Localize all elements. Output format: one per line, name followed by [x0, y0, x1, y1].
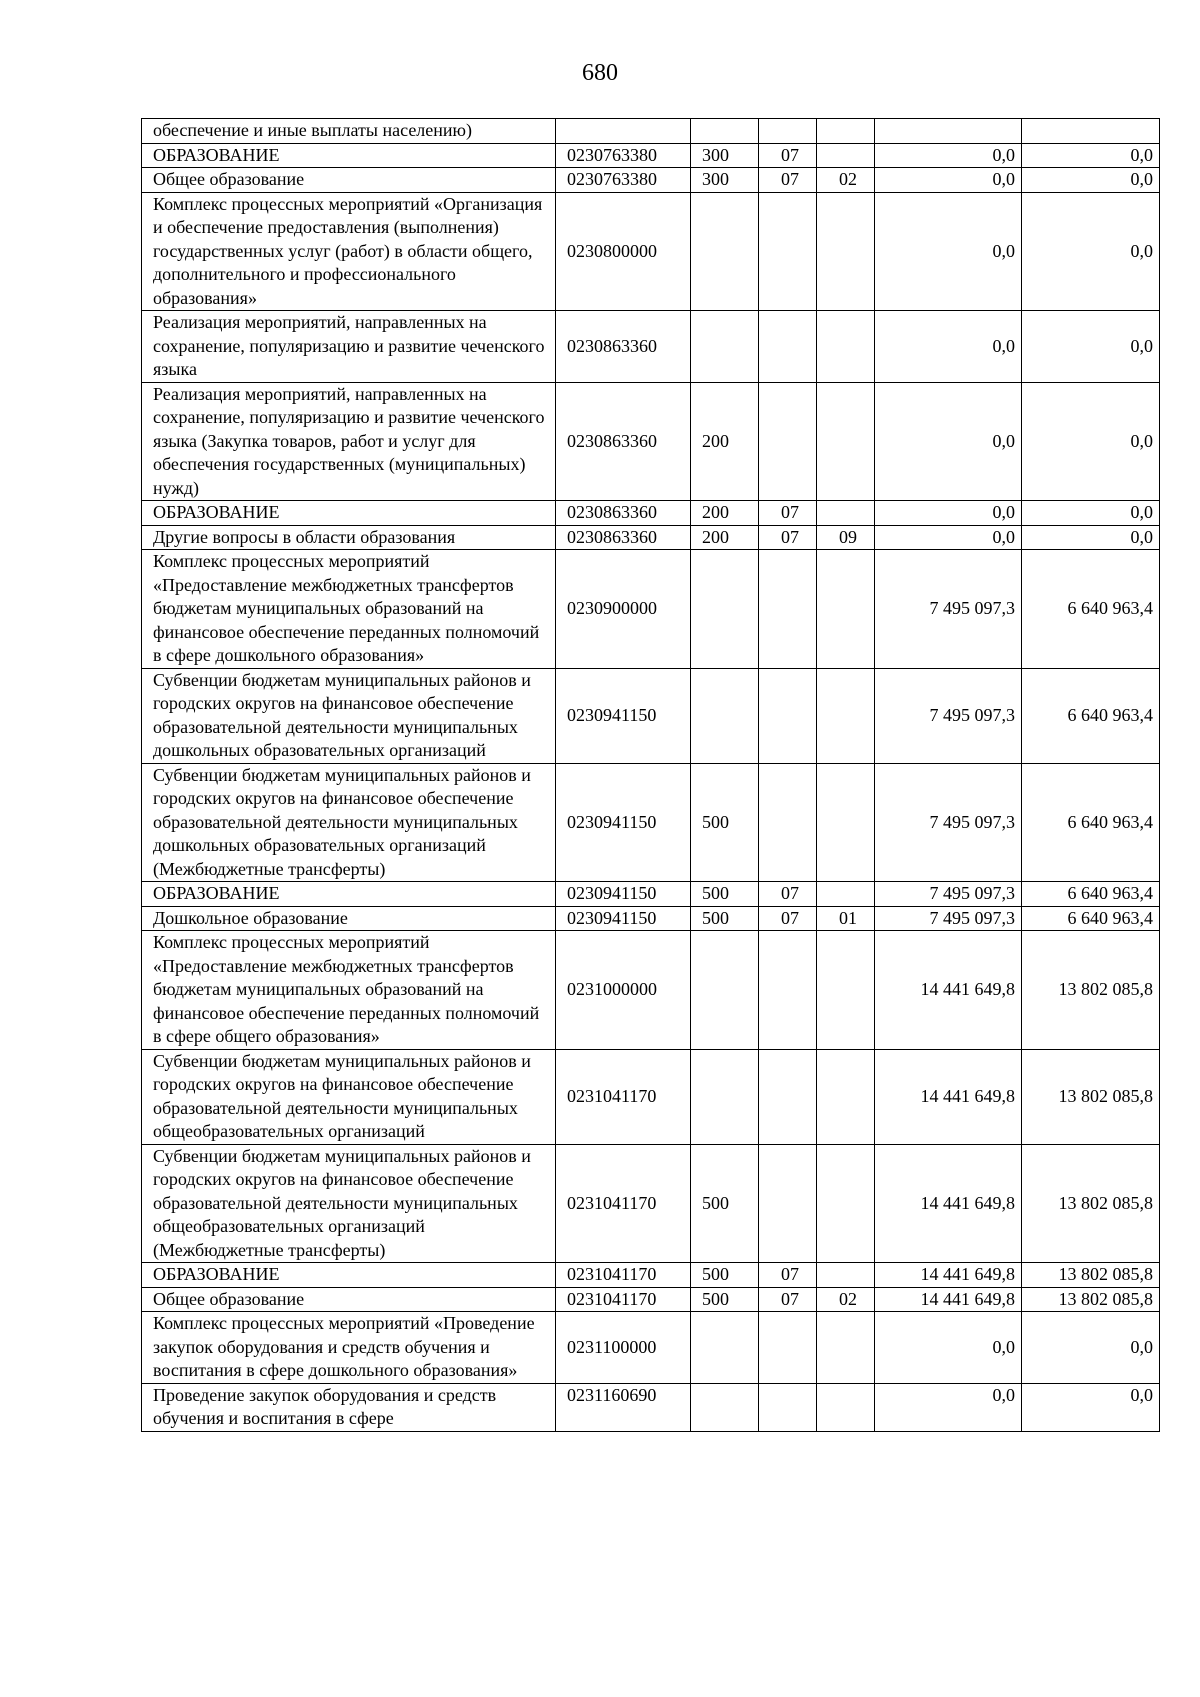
- cell-vr: [691, 1312, 759, 1384]
- cell-name: Общее образование: [142, 1287, 556, 1312]
- cell-name: Другие вопросы в области образования: [142, 525, 556, 550]
- cell-sum2: 0,0: [1022, 143, 1160, 168]
- cell-code: 0231000000: [556, 931, 691, 1050]
- cell-rz: 07: [759, 906, 817, 931]
- cell-sum1: 7 495 097,3: [875, 668, 1022, 763]
- cell-code: 0230863360: [556, 382, 691, 501]
- cell-vr: [691, 1049, 759, 1144]
- cell-pr: [817, 550, 875, 669]
- cell-vr: [691, 668, 759, 763]
- table-row: [142, 525, 1160, 550]
- cell-vr: 300: [691, 168, 759, 193]
- cell-pr: [817, 1383, 875, 1431]
- cell-rz: 07: [759, 143, 817, 168]
- table-row: [142, 1312, 1160, 1384]
- cell-rz: [759, 192, 817, 311]
- cell-pr: [817, 382, 875, 501]
- page-number: 680: [582, 60, 618, 86]
- cell-code: 0230763380: [556, 143, 691, 168]
- cell-rz: 07: [759, 168, 817, 193]
- cell-pr: [817, 1049, 875, 1144]
- cell-sum1: 7 495 097,3: [875, 882, 1022, 907]
- cell-sum2: 6 640 963,4: [1022, 882, 1160, 907]
- cell-vr: 200: [691, 501, 759, 526]
- cell-rz: [759, 1312, 817, 1384]
- cell-code: 0231041170: [556, 1263, 691, 1288]
- cell-name: Реализация мероприятий, направленных на сохранение, популяризацию и развитие чеченского языка: [142, 311, 556, 383]
- cell-sum2: 6 640 963,4: [1022, 668, 1160, 763]
- cell-sum1: [875, 119, 1022, 144]
- cell-vr: 200: [691, 382, 759, 501]
- cell-sum2: 6 640 963,4: [1022, 550, 1160, 669]
- cell-rz: 07: [759, 1263, 817, 1288]
- cell-code: 0230863360: [556, 525, 691, 550]
- cell-sum1: 7 495 097,3: [875, 906, 1022, 931]
- cell-sum2: 0,0: [1022, 311, 1160, 383]
- cell-vr: 500: [691, 1263, 759, 1288]
- cell-sum2: 0,0: [1022, 1383, 1160, 1431]
- cell-name: Субвенции бюджетам муниципальных районов и городских округов на финансовое обеспечение образовательной деятельности муниципальных общеобразовательных организаций: [142, 1049, 556, 1144]
- cell-rz: 07: [759, 882, 817, 907]
- cell-sum2: 0,0: [1022, 1312, 1160, 1384]
- cell-code: 0230941150: [556, 906, 691, 931]
- cell-name: обеспечение и иные выплаты населению): [142, 119, 556, 144]
- cell-pr: [817, 311, 875, 383]
- cell-name: Комплекс процессных мероприятий «Проведение закупок оборудования и средств обучения и воспитания в сфере дошкольного образования»: [142, 1312, 556, 1384]
- cell-vr: [691, 311, 759, 383]
- table-row: [142, 668, 1160, 763]
- cell-sum2: 0,0: [1022, 168, 1160, 193]
- table-row: [142, 906, 1160, 931]
- cell-vr: [691, 192, 759, 311]
- cell-rz: 07: [759, 525, 817, 550]
- table-row: [142, 931, 1160, 1050]
- cell-sum2: 13 802 085,8: [1022, 1263, 1160, 1288]
- cell-vr: [691, 1383, 759, 1431]
- cell-sum1: 0,0: [875, 525, 1022, 550]
- cell-pr: [817, 1263, 875, 1288]
- cell-sum1: 14 441 649,8: [875, 931, 1022, 1050]
- cell-name: Дошкольное образование: [142, 906, 556, 931]
- cell-sum2: 13 802 085,8: [1022, 931, 1160, 1050]
- cell-vr: 500: [691, 906, 759, 931]
- cell-vr: [691, 119, 759, 144]
- table-row: [142, 550, 1160, 669]
- cell-code: 0231041170: [556, 1049, 691, 1144]
- cell-pr: 02: [817, 1287, 875, 1312]
- cell-sum2: 13 802 085,8: [1022, 1049, 1160, 1144]
- cell-name: Комплекс процессных мероприятий «Предоставление межбюджетных трансфертов бюджетам муниципальных образований на финансовое обеспечение переданных полномочий в сфере дошкольного образования»: [142, 550, 556, 669]
- cell-sum2: 6 640 963,4: [1022, 763, 1160, 882]
- cell-pr: [817, 1312, 875, 1384]
- table-row: [142, 143, 1160, 168]
- cell-pr: [817, 192, 875, 311]
- cell-rz: [759, 382, 817, 501]
- cell-code: 0231100000: [556, 1312, 691, 1384]
- cell-sum2: 13 802 085,8: [1022, 1144, 1160, 1263]
- cell-sum2: 6 640 963,4: [1022, 906, 1160, 931]
- cell-rz: [759, 311, 817, 383]
- cell-pr: [817, 1144, 875, 1263]
- cell-sum2: 0,0: [1022, 501, 1160, 526]
- cell-sum1: 0,0: [875, 1312, 1022, 1384]
- cell-sum1: 0,0: [875, 1383, 1022, 1431]
- cell-rz: [759, 119, 817, 144]
- cell-pr: [817, 882, 875, 907]
- cell-rz: [759, 550, 817, 669]
- cell-pr: [817, 119, 875, 144]
- cell-name: Проведение закупок оборудования и средств обучения и воспитания в сфере: [142, 1383, 556, 1431]
- cell-pr: [817, 143, 875, 168]
- cell-pr: [817, 668, 875, 763]
- cell-sum1: 0,0: [875, 168, 1022, 193]
- cell-rz: [759, 1049, 817, 1144]
- table-row: [142, 1287, 1160, 1312]
- cell-name: Реализация мероприятий, направленных на сохранение, популяризацию и развитие чеченского языка (Закупка товаров, работ и услуг для обеспечения государственных (муниципальных) нужд): [142, 382, 556, 501]
- cell-pr: 09: [817, 525, 875, 550]
- cell-name: Общее образование: [142, 168, 556, 193]
- table-row: [142, 382, 1160, 501]
- cell-vr: 300: [691, 143, 759, 168]
- cell-code: 0230800000: [556, 192, 691, 311]
- table-row: [142, 1263, 1160, 1288]
- cell-code: 0230941150: [556, 763, 691, 882]
- cell-sum1: 14 441 649,8: [875, 1263, 1022, 1288]
- cell-vr: 500: [691, 1144, 759, 1263]
- cell-name: ОБРАЗОВАНИЕ: [142, 143, 556, 168]
- cell-vr: [691, 550, 759, 669]
- budget-table: [141, 118, 1160, 1432]
- cell-rz: [759, 1383, 817, 1431]
- cell-sum1: 0,0: [875, 382, 1022, 501]
- table-row: [142, 311, 1160, 383]
- cell-sum2: 0,0: [1022, 382, 1160, 501]
- cell-rz: [759, 668, 817, 763]
- cell-sum1: 14 441 649,8: [875, 1049, 1022, 1144]
- cell-vr: 500: [691, 882, 759, 907]
- cell-sum1: 7 495 097,3: [875, 763, 1022, 882]
- cell-pr: 01: [817, 906, 875, 931]
- cell-code: 0230863360: [556, 311, 691, 383]
- cell-code: 0230763380: [556, 168, 691, 193]
- table-row: [142, 763, 1160, 882]
- cell-code: 0230941150: [556, 882, 691, 907]
- cell-rz: [759, 931, 817, 1050]
- cell-name: ОБРАЗОВАНИЕ: [142, 1263, 556, 1288]
- cell-rz: 07: [759, 1287, 817, 1312]
- cell-sum1: 0,0: [875, 192, 1022, 311]
- table-row: [142, 168, 1160, 193]
- cell-code: 0230863360: [556, 501, 691, 526]
- table-row: [142, 882, 1160, 907]
- cell-pr: [817, 931, 875, 1050]
- cell-name: Субвенции бюджетам муниципальных районов и городских округов на финансовое обеспечение образовательной деятельности муниципальных дошкольных образовательных организаций (Межбюджетные трансферты): [142, 763, 556, 882]
- cell-name: Субвенции бюджетам муниципальных районов и городских округов на финансовое обеспечение образовательной деятельности муниципальных дошкольных образовательных организаций: [142, 668, 556, 763]
- cell-sum1: 7 495 097,3: [875, 550, 1022, 669]
- cell-code: 0231041170: [556, 1287, 691, 1312]
- cell-vr: [691, 931, 759, 1050]
- cell-sum1: 14 441 649,8: [875, 1144, 1022, 1263]
- table-body: [142, 119, 1160, 1432]
- cell-pr: [817, 763, 875, 882]
- table-row: [142, 192, 1160, 311]
- cell-code: [556, 119, 691, 144]
- cell-sum2: 0,0: [1022, 192, 1160, 311]
- cell-rz: [759, 1144, 817, 1263]
- cell-code: 0230900000: [556, 550, 691, 669]
- cell-sum1: 0,0: [875, 501, 1022, 526]
- cell-vr: 500: [691, 763, 759, 882]
- table-row: [142, 1049, 1160, 1144]
- cell-name: Комплекс процессных мероприятий «Организация и обеспечение предоставления (выполнения) государственных услуг (работ) в области общего, дополнительного и профессионального образования»: [142, 192, 556, 311]
- cell-name: Субвенции бюджетам муниципальных районов и городских округов на финансовое обеспечение образовательной деятельности муниципальных общеобразовательных организаций (Межбюджетные трансферты): [142, 1144, 556, 1263]
- table-row: [142, 1383, 1160, 1431]
- cell-sum1: 14 441 649,8: [875, 1287, 1022, 1312]
- cell-code: 0230941150: [556, 668, 691, 763]
- cell-pr: 02: [817, 168, 875, 193]
- cell-sum2: 13 802 085,8: [1022, 1287, 1160, 1312]
- table-row: [142, 1144, 1160, 1263]
- cell-sum2: 0,0: [1022, 525, 1160, 550]
- cell-code: 0231041170: [556, 1144, 691, 1263]
- table-row: [142, 119, 1160, 144]
- cell-sum1: 0,0: [875, 143, 1022, 168]
- table-row: [142, 501, 1160, 526]
- cell-vr: 200: [691, 525, 759, 550]
- cell-code: 0231160690: [556, 1383, 691, 1431]
- cell-name: ОБРАЗОВАНИЕ: [142, 501, 556, 526]
- cell-rz: [759, 763, 817, 882]
- cell-rz: 07: [759, 501, 817, 526]
- cell-name: ОБРАЗОВАНИЕ: [142, 882, 556, 907]
- cell-sum2: [1022, 119, 1160, 144]
- cell-pr: [817, 501, 875, 526]
- cell-vr: 500: [691, 1287, 759, 1312]
- cell-sum1: 0,0: [875, 311, 1022, 383]
- cell-name: Комплекс процессных мероприятий «Предоставление межбюджетных трансфертов бюджетам муниципальных образований на финансовое обеспечение переданных полномочий в сфере общего образования»: [142, 931, 556, 1050]
